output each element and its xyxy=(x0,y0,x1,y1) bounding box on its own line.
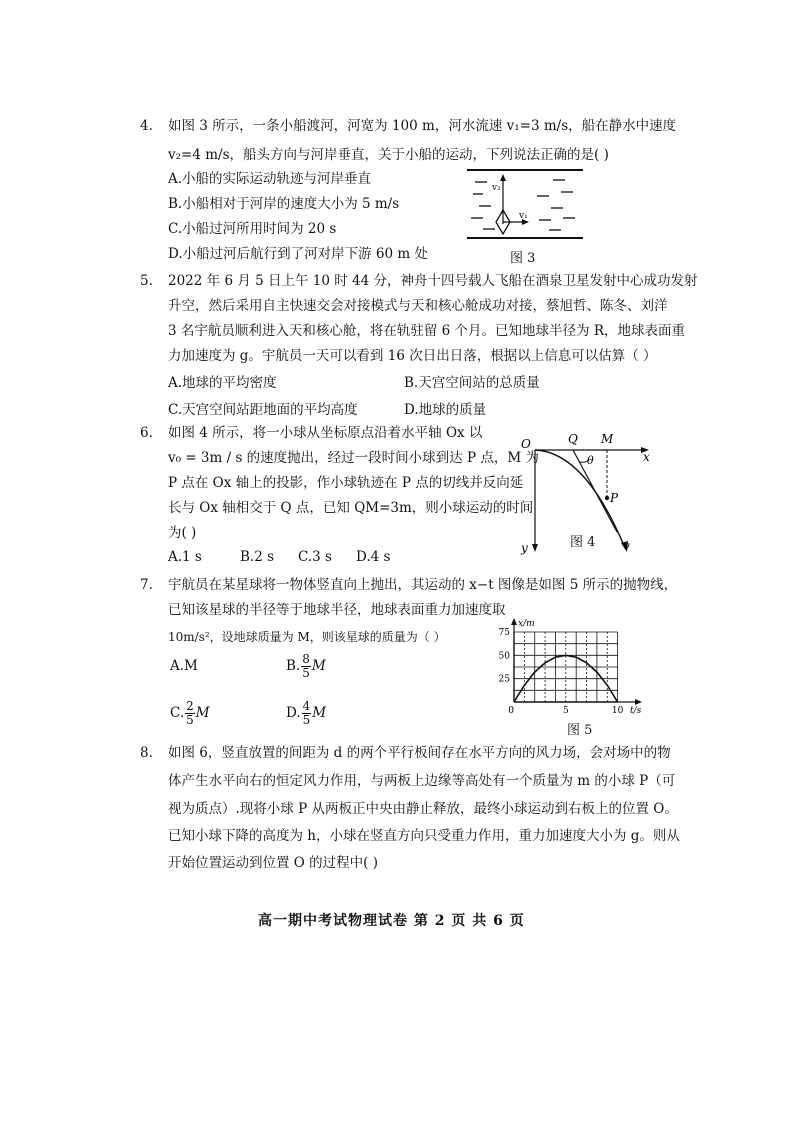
point-p xyxy=(605,496,609,500)
q6-option-a: A.1 s xyxy=(168,549,202,565)
q7-stem-line3: 10m/s²，设地球质量为 M，则该星球的质量为（ ） xyxy=(168,630,446,644)
q4-option-c: C.小船过河所用时间为 20 s xyxy=(168,221,337,237)
q7-option-b-numerator: 8 xyxy=(302,652,310,666)
q7-option-b-denominator: 5 xyxy=(302,666,310,680)
chart-grid xyxy=(511,618,642,705)
q8-stem-line4: 已知小球下降的高度为 h，小球在竖直方向只受重力作用，重力加速度大小为 g。则从 xyxy=(168,828,680,844)
q4-number: 4. xyxy=(140,118,153,134)
q7-option-d-denominator: 5 xyxy=(302,713,311,727)
figure-3-river xyxy=(465,166,585,244)
v1-label: v₁ xyxy=(519,211,528,221)
q4-stem-line2: v₂=4 m/s，船头方向与河岸垂直，关于小船的运动，下列说法正确的是( ) xyxy=(168,147,609,163)
page-footer: 高一期中考试物理试卷 第 2 页 共 6 页 xyxy=(258,913,525,929)
q8-stem-line5: 开始位置运动到位置 O 的过程中( ) xyxy=(168,855,378,871)
q6-number: 6. xyxy=(140,425,153,441)
y-axis-arrowhead xyxy=(532,544,538,552)
q6-stem-line4: 长与 Ox 轴相交于 Q 点，已知 QM=3m，则小球运动的时间 xyxy=(168,500,534,516)
y-tick-label: 75 xyxy=(498,628,510,638)
x-tick-label: 10 xyxy=(611,706,624,716)
q7-option-b-fraction xyxy=(301,653,311,680)
q7-option-d-fraction xyxy=(302,700,312,727)
q6-option-d: D.4 s xyxy=(356,549,391,565)
q6-stem-line5: 为( ) xyxy=(168,525,197,541)
x-axis-arrowhead xyxy=(635,699,642,705)
q8-stem-line1: 如图 6，竖直放置的间距为 d 的两个平行板间存在水平方向的风力场，会对场中的物 xyxy=(168,745,671,761)
q7-option-c-suffix: M xyxy=(195,705,210,721)
y-axis-label: x/m xyxy=(518,619,535,629)
figure-4-caption: 图 4 xyxy=(570,535,596,550)
q5-stem-line4: 力加速度为 g。宇航员一天可以看到 16 次日出日落，根据以上信息可以估算（ ） xyxy=(168,348,657,364)
q4-option-d: D.小船过河后航行到了河对岸下游 60 m 处 xyxy=(168,246,428,262)
q7-option-b xyxy=(286,649,326,683)
q7-option-c-denominator: 5 xyxy=(186,713,194,727)
y-axis-arrowhead xyxy=(511,618,517,625)
q7-option-d-suffix: M xyxy=(312,705,327,721)
q8-number: 8. xyxy=(140,745,153,761)
q8-stem-line2: 体产生水平向右的恒定风力作用，与两板上边缘等高处有一个质量为 m 的小球 P（可 xyxy=(168,773,676,789)
y-tick-label: 25 xyxy=(498,674,510,685)
q4-option-a: A.小船的实际运动轨迹与河岸垂直 xyxy=(168,171,372,187)
q7-number: 7. xyxy=(140,577,153,593)
q7-option-d-numerator: 4 xyxy=(302,699,311,713)
figure-3-caption: 图 3 xyxy=(510,251,536,266)
label-q: Q xyxy=(568,432,578,446)
x-tick-label: 0 xyxy=(508,706,514,716)
q6-stem-line3: P 点在 Ox 轴上的投影，作小球轨迹在 P 点的切线并反向延 xyxy=(168,475,524,491)
q5-option-d: D.地球的质量 xyxy=(404,402,487,418)
v2-arrowhead xyxy=(500,174,506,181)
q7-option-d-prefix: D. xyxy=(286,705,301,721)
q4-option-b: B.小船相对于河岸的速度大小为 5 m/s xyxy=(168,196,400,212)
q7-option-c-prefix: C. xyxy=(170,705,185,721)
x-tick-label: 5 xyxy=(562,706,569,716)
q7-option-d xyxy=(286,696,326,730)
q4-stem-line1: 如图 3 所示，一条小船渡河，河宽为 100 m，河水流速 v₁=3 m/s，船在静水中速度 xyxy=(168,118,677,134)
q5-stem-line2: 升空，然后采用自主快速交会对接模式与天和核心舱成功对接，蔡旭哲、陈冬、刘洋 xyxy=(168,298,668,314)
q7-option-c-fraction xyxy=(185,700,195,727)
label-theta: θ xyxy=(587,454,594,467)
q6-option-b: B.2 s xyxy=(240,549,275,565)
q7-option-a: A.M xyxy=(170,658,198,674)
figure-5-xt-chart xyxy=(492,614,652,718)
label-o: O xyxy=(521,437,531,451)
q7-stem-line2: 已知该星球的半径等于地球半径，地球表面重力加速度取 xyxy=(168,602,506,618)
q5-stem-line3: 3 名宇航员顺利进入天和核心舱，将在轨驻留 6 个月。已知地球半径为 R，地球表面重 xyxy=(168,323,686,339)
q6-stem-line1: 如图 4 所示，将一小球从坐标原点沿着水平轴 Ox 以 xyxy=(168,425,483,441)
q5-option-b: B.天宫空间站的总质量 xyxy=(404,375,540,391)
q5-option-a: A.地球的平均密度 xyxy=(168,375,277,391)
q5-option-c: C.天宫空间站距地面的平均高度 xyxy=(168,402,358,418)
label-p: P xyxy=(610,491,619,505)
y-tick-label: 50 xyxy=(498,651,510,662)
label-y: y xyxy=(521,541,528,555)
q8-stem-line3: 视为质点）.现将小球 P 从两板正中央由静止释放，最终小球运动到右板上的位置 O。 xyxy=(168,801,678,817)
q7-option-c-numerator: 2 xyxy=(186,699,194,713)
q7-option-c xyxy=(170,696,210,730)
q7-option-b-suffix: M xyxy=(311,658,326,674)
q5-number: 5. xyxy=(140,273,153,289)
q5-stem-line1: 2022 年 6 月 5 日上午 10 时 44 分，神舟十四号载人飞船在酒泉卫星发射中心成功发射 xyxy=(168,273,698,289)
q6-option-c: C.3 s xyxy=(298,549,332,565)
chart-tick-labels xyxy=(499,628,624,716)
v2-label: v₂ xyxy=(492,183,501,193)
figure-5-caption: 图 5 xyxy=(567,723,593,738)
label-v: v xyxy=(623,539,630,553)
q6-stem-line2: v₀ = 3m / s 的速度抛出，经过一段时间小球到达 P 点，M 为 xyxy=(168,450,539,466)
label-x: x xyxy=(643,450,650,464)
label-m: M xyxy=(601,432,614,446)
q7-stem-line1: 宇航员在某星球将一物体竖直向上抛出，其运动的 x−t 图像是如图 5 所示的抛物线， xyxy=(168,577,678,593)
q7-option-b-prefix: B. xyxy=(286,658,301,674)
x-axis-label: t/s xyxy=(630,706,642,716)
